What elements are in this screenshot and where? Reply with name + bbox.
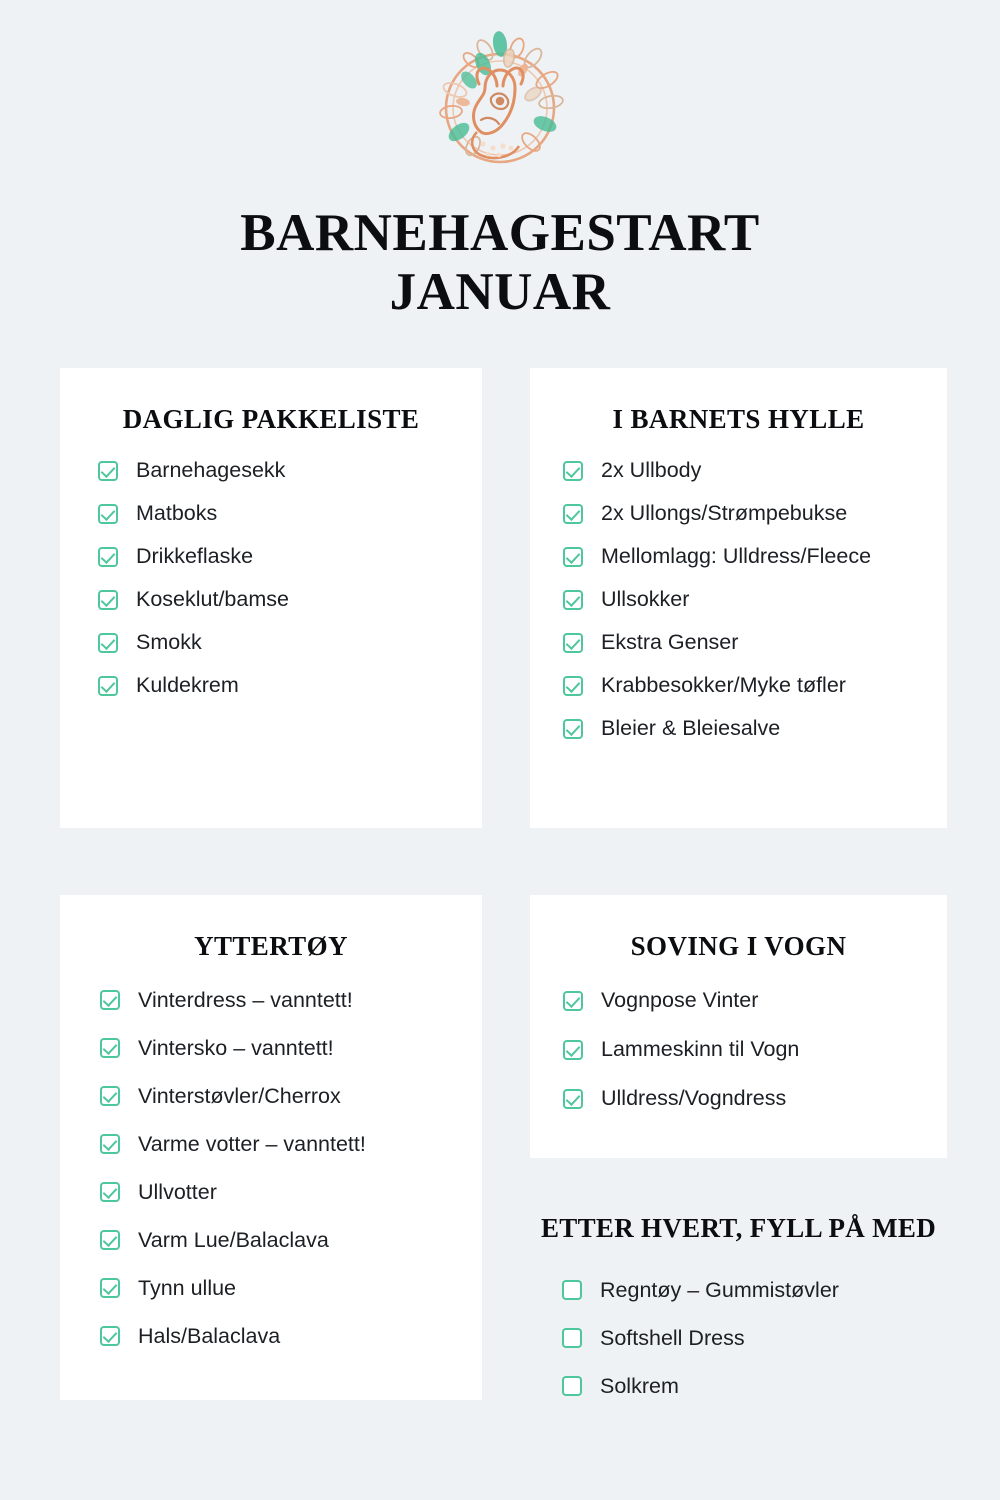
fill-later-section (530, 1213, 947, 1410)
fill-later-title: ETTER HVERT, FYLL PÅ MED (540, 1213, 937, 1243)
list-item-label: 2x Ullongs/Strømpebukse (601, 501, 848, 525)
checklist (530, 976, 947, 1123)
card-title: I BARNETS HYLLE (612, 404, 865, 434)
list-item-label: Varm Lue/Balaclava (138, 1227, 329, 1252)
list-item[interactable] (563, 1074, 947, 1123)
list-item-label: Solkrem (600, 1373, 679, 1398)
list-item-label: Vintersko – vanntett! (138, 1035, 334, 1060)
list-item[interactable] (100, 976, 482, 1024)
card-title: YTTERTØY (194, 931, 348, 961)
checkbox-checked-icon[interactable] (563, 504, 583, 524)
checkbox-checked-icon[interactable] (563, 676, 583, 696)
card-yttertoy (60, 895, 482, 1400)
checkbox-checked-icon[interactable] (563, 633, 583, 653)
list-item-label: Kuldekrem (136, 673, 239, 697)
list-item[interactable] (100, 1216, 482, 1264)
list-item-label: Barnehagesekk (136, 458, 286, 482)
checkbox-checked-icon[interactable] (100, 1230, 120, 1250)
card-title: DAGLIG PAKKELISTE (122, 404, 420, 434)
checklist (60, 449, 482, 707)
list-item-label: Matboks (136, 501, 218, 525)
list-item[interactable] (562, 1266, 947, 1314)
list-item[interactable] (98, 449, 482, 492)
checkbox-checked-icon[interactable] (98, 547, 118, 567)
list-item[interactable] (563, 1025, 947, 1074)
page-title (0, 204, 1000, 323)
list-item-label: Koseklut/bamse (136, 587, 289, 611)
checkbox-checked-icon[interactable] (98, 504, 118, 524)
list-item-label: Vognpose Vinter (601, 988, 759, 1012)
list-item[interactable] (100, 1072, 482, 1120)
checkbox-checked-icon[interactable] (100, 1182, 120, 1202)
checkbox-checked-icon[interactable] (100, 1278, 120, 1298)
checkbox-checked-icon[interactable] (100, 1038, 120, 1058)
checkbox-checked-icon[interactable] (98, 461, 118, 481)
list-item-label: Drikkeflaske (136, 544, 254, 568)
cards-column-right (530, 368, 947, 1158)
cards-column-left (60, 368, 482, 1400)
logo-block (0, 0, 1000, 178)
card-i-barnets-hylle (530, 368, 947, 828)
card-daglig-pakkeliste (60, 368, 482, 828)
list-item[interactable] (98, 621, 482, 664)
list-item-label: Softshell Dress (600, 1325, 745, 1350)
list-item-label: Smokk (136, 630, 202, 654)
list-item[interactable] (563, 664, 947, 707)
checkbox-checked-icon[interactable] (98, 590, 118, 610)
list-item-label: Regntøy – Gummistøvler (600, 1277, 839, 1302)
list-item[interactable] (562, 1314, 947, 1362)
list-item[interactable] (100, 1120, 482, 1168)
checkbox-checked-icon[interactable] (563, 1040, 583, 1060)
checkbox-checked-icon[interactable] (563, 547, 583, 567)
list-item[interactable] (563, 449, 947, 492)
list-item[interactable] (563, 492, 947, 535)
checklist (530, 449, 947, 750)
list-item-label: Tynn ullue (138, 1275, 237, 1300)
checkbox-checked-icon[interactable] (100, 1134, 120, 1154)
page-title-line2: JANUAR (389, 263, 611, 322)
page-title-line1: BARNEHAGESTART (240, 204, 760, 262)
list-item[interactable] (98, 492, 482, 535)
list-item-label: Krabbesokker/Myke tøfler (601, 673, 846, 697)
list-item-label: 2x Ullbody (601, 458, 702, 482)
list-item[interactable] (563, 621, 947, 664)
list-item-label: Hals/Balaclava (138, 1323, 281, 1348)
deer-with-leaves-logo (425, 28, 575, 178)
list-item-label: Lammeskinn til Vogn (601, 1037, 800, 1061)
list-item[interactable] (100, 1264, 482, 1312)
list-item-label: Ulldress/Vogndress (601, 1086, 787, 1110)
checkbox-checked-icon[interactable] (100, 990, 120, 1010)
list-item-label: Ekstra Genser (601, 630, 739, 654)
list-item[interactable] (100, 1168, 482, 1216)
list-item-label: Vinterstøvler/Cherrox (138, 1083, 341, 1108)
list-item-label: Mellomlagg: Ulldress/Fleece (601, 544, 872, 568)
checkbox-checked-icon[interactable] (563, 1089, 583, 1109)
list-item[interactable] (98, 578, 482, 621)
list-item[interactable] (563, 578, 947, 621)
checklist (530, 1244, 947, 1410)
list-item[interactable] (98, 535, 482, 578)
checklist (60, 976, 482, 1360)
checkbox-checked-icon[interactable] (563, 590, 583, 610)
list-item[interactable] (100, 1024, 482, 1072)
card-title: SOVING I VOGN (630, 931, 847, 961)
list-item[interactable] (563, 976, 947, 1025)
list-item-label: Ullsokker (601, 587, 690, 611)
checkbox-empty-icon[interactable] (562, 1328, 582, 1348)
checkbox-checked-icon[interactable] (563, 461, 583, 481)
checkbox-checked-icon[interactable] (98, 633, 118, 653)
card-soving-i-vogn (530, 895, 947, 1158)
checkbox-empty-icon[interactable] (562, 1376, 582, 1396)
list-item-label: Bleier & Bleiesalve (601, 716, 781, 740)
list-item[interactable] (100, 1312, 482, 1360)
list-item-label: Vinterdress – vanntett! (138, 987, 353, 1012)
list-item[interactable] (562, 1362, 947, 1410)
checkbox-checked-icon[interactable] (563, 991, 583, 1011)
list-item-label: Varme votter – vanntett! (138, 1131, 366, 1156)
checkbox-empty-icon[interactable] (562, 1280, 582, 1300)
list-item[interactable] (563, 535, 947, 578)
list-item-label: Ullvotter (138, 1179, 217, 1204)
checkbox-checked-icon[interactable] (563, 719, 583, 739)
list-item[interactable] (563, 707, 947, 750)
checkbox-checked-icon[interactable] (100, 1086, 120, 1106)
checkbox-checked-icon[interactable] (100, 1326, 120, 1346)
list-item[interactable] (98, 664, 482, 707)
checkbox-checked-icon[interactable] (98, 676, 118, 696)
